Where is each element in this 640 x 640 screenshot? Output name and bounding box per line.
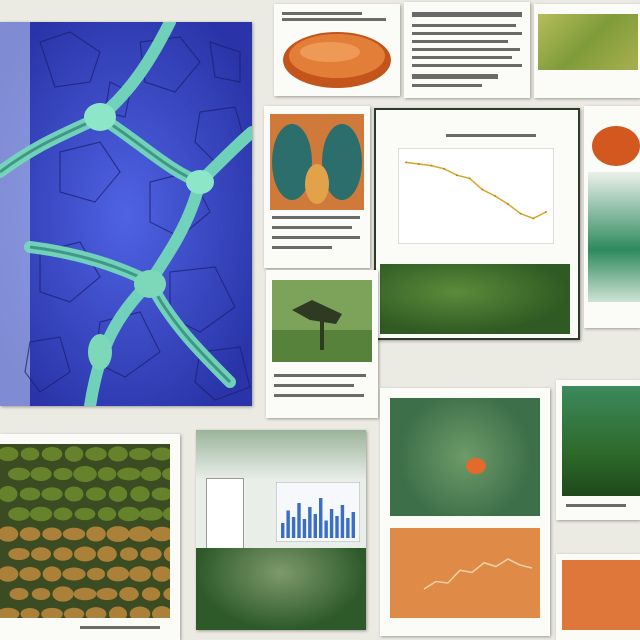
cell-network-panel <box>0 22 252 406</box>
pebble <box>73 588 96 601</box>
pebble <box>140 547 162 561</box>
pebble <box>65 446 83 462</box>
bar <box>303 519 306 538</box>
moss-seed-image <box>390 398 540 516</box>
pebble <box>52 586 73 601</box>
pebble <box>31 547 51 560</box>
pebble <box>98 467 117 481</box>
bread-loaf-image <box>280 26 394 92</box>
bar <box>319 498 322 538</box>
pebble <box>30 507 53 522</box>
bar <box>324 521 327 539</box>
bar <box>297 503 300 538</box>
data-point <box>507 203 509 205</box>
bar <box>281 523 284 538</box>
pebble <box>139 507 163 520</box>
pebble <box>106 526 129 542</box>
pebble <box>54 508 73 521</box>
pebble <box>74 547 96 562</box>
moss-strip-card <box>534 4 640 98</box>
pebble <box>62 567 85 580</box>
pebble <box>8 507 30 521</box>
bar <box>352 512 355 538</box>
grass-image <box>562 386 640 496</box>
pebble <box>42 447 63 461</box>
pebble <box>128 526 152 541</box>
bread-loaf-card <box>274 4 400 96</box>
pebble <box>63 528 85 541</box>
data-point <box>532 217 534 219</box>
orange-blob-image <box>592 126 640 166</box>
pebble <box>19 567 41 581</box>
data-point <box>430 165 432 167</box>
pebble <box>129 448 151 460</box>
pebble <box>109 486 127 502</box>
line-chart-card <box>374 108 580 340</box>
pebble <box>8 468 30 481</box>
spreadsheet-card <box>196 430 366 630</box>
moss-strip-image <box>538 14 638 70</box>
bar-chart <box>276 482 360 542</box>
forest-floor-image <box>196 548 366 630</box>
pebble <box>86 487 106 500</box>
pebble <box>119 587 139 601</box>
pebble <box>73 466 97 482</box>
orange-line-chart <box>420 538 536 610</box>
moss-seed-card <box>380 388 550 636</box>
pebble <box>65 486 84 501</box>
pebble <box>20 488 41 501</box>
pebble <box>42 528 62 541</box>
orange-panel-image <box>562 560 640 630</box>
bar <box>346 518 349 538</box>
data-point <box>481 189 483 191</box>
bar <box>341 505 344 538</box>
bar <box>292 517 295 538</box>
seed-icon <box>466 458 486 474</box>
data-point <box>443 168 445 170</box>
tissue-scan-image <box>270 114 364 210</box>
pebble <box>20 527 41 541</box>
pebbles-image <box>0 444 170 618</box>
pebble <box>118 507 140 522</box>
pebble <box>21 448 40 461</box>
orange-blob-card <box>584 106 640 328</box>
cell-network-image <box>0 22 252 406</box>
pebble <box>142 587 160 600</box>
pebble <box>141 467 162 481</box>
pebble <box>41 487 62 500</box>
pebble <box>53 468 72 480</box>
forest-bird-card <box>266 270 378 418</box>
tissue-scan-card <box>264 106 370 268</box>
pebble <box>53 547 72 561</box>
pebble <box>97 588 118 600</box>
data-point <box>469 177 471 179</box>
pebble <box>130 486 149 502</box>
pebble <box>9 588 28 600</box>
pebble <box>97 546 117 562</box>
bar <box>308 507 311 538</box>
pebbles-card <box>0 434 180 640</box>
pebble <box>108 446 128 461</box>
pebble <box>107 567 129 582</box>
data-point <box>520 213 522 215</box>
pebble <box>117 468 141 481</box>
data-point <box>545 211 547 213</box>
pebble <box>120 547 138 560</box>
bar <box>335 516 338 538</box>
orange-panel-card <box>556 554 640 640</box>
grass-card <box>556 380 640 520</box>
pebble <box>129 566 151 581</box>
chart-frame <box>398 148 554 244</box>
pebble <box>30 467 51 481</box>
pebble <box>75 508 96 520</box>
data-point <box>405 161 407 163</box>
data-point <box>418 163 420 165</box>
pebble <box>98 507 116 521</box>
pebble <box>32 588 50 600</box>
pebble <box>8 548 29 560</box>
forest-bird-image <box>272 280 372 362</box>
pebble <box>85 447 107 461</box>
data-point <box>456 174 458 176</box>
line-chart <box>398 148 554 244</box>
pebble <box>87 568 105 581</box>
pebble <box>43 566 62 581</box>
bar <box>286 511 289 539</box>
bar <box>330 509 333 538</box>
text-sheet-card <box>404 2 530 98</box>
series-line <box>424 559 532 589</box>
data-point <box>494 195 496 197</box>
bar <box>314 514 317 538</box>
pebble <box>86 526 106 541</box>
moss-field-image <box>380 264 570 334</box>
